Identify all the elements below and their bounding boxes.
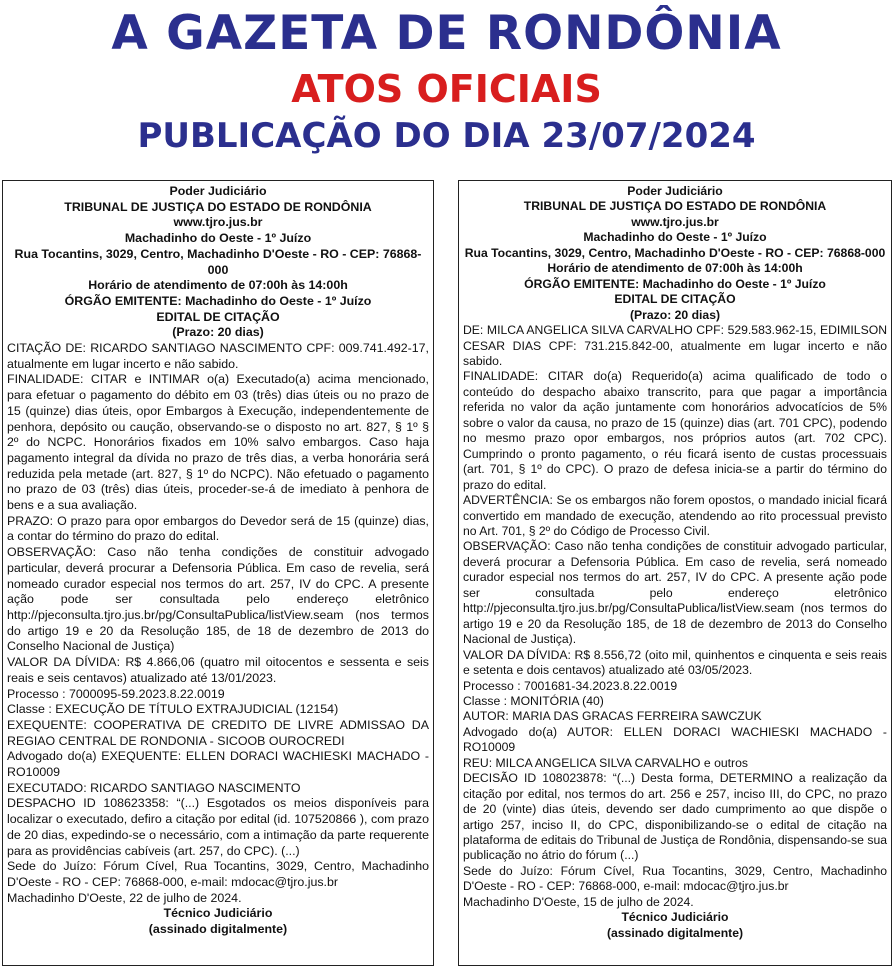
court-name: TRIBUNAL DE JUSTIÇA DO ESTADO DE RONDÔNIA <box>523 199 827 214</box>
paragraph: DESPACHO ID 108623358: “(...) Esgotados os meios disponíveis para localizar o executado, defiro a citação por edital (id. 107520866 ), com prazo de 20 dias, expedindo-se o necessário, com a intimação da parte requerente para as providências cabíveis (art. 257, do CPC). (...) <box>7 796 429 858</box>
paragraph: PRAZO: O prazo para opor embargos do Devedor será de 15 (quinze) dias, a contar do término do prazo do edital. <box>7 513 429 544</box>
court-address: Rua Tocantins, 3029, Centro, Machadinho D'Oeste - RO - CEP: 76868-000 <box>14 246 422 277</box>
paragraph: OBSERVAÇÃO: Caso não tenha condições de constituir advogado particular, deverá procurar a Defensoria Pública. Em caso de revelia, será nomeado curador especial nos termos do art. 257, IV do CPC. A presente ação pode ser consultada pelo endereço eletrônico http://pjeconsulta.tjro.jus.br/pg/ConsultaPublica/listView.seam (nos termos do artigo 19 e 20 da Resolução 185, de 18 de dezembro de 2013 do Conselho Nacional de Justiça). <box>463 539 887 647</box>
paragraph: ADVERTÊNCIA: Se os embargos não forem opostos, o mandado inicial ficará convertido em mandado de execução, atendendo ao rito processual previsto no Art. 701, § 2º do Código de Processo Civil. <box>463 493 887 538</box>
paragraph: FINALIDADE: CITAR do(a) Requerido(a) acima qualificado de todo o conteúdo do despacho abaixo transcrito, para que pagar a importância referida no valor da ação juntamente com honorários advocatícios de 5% sobre o valor da causa, no prazo de 15 (quinze) dias (art. 701 CPC), podendo no mesmo prazo opor embargos, nos próprios autos (art. 702 CPC). Cumprindo o pronto pagamento, o réu ficará isento de custas processuais (art. 701, § 1º do CPC). O prazo de defesa inicia-se a partir do término do prazo do edital. <box>463 369 887 492</box>
paragraph: Classe : MONITÓRIA (40) <box>463 693 604 708</box>
paragraph: Machadinho D'Oeste, 15 de julho de 2024. <box>463 894 694 909</box>
court-unit: Machadinho do Oeste - 1º Juízo <box>124 231 312 246</box>
court-name: TRIBUNAL DE JUSTIÇA DO ESTADO DE RONDÔNIA <box>64 199 372 214</box>
paragraph: VALOR DA DÍVIDA: R$ 8.556,72 (oito mil, quinhentos e cinquenta e seis reais e setenta e dois centavos) atualizado até 03/05/2023. <box>463 647 887 678</box>
paragraph: EXECUTADO: RICARDO SANTIAGO NASCIMENTO <box>7 780 301 795</box>
publication-date: PUBLICAÇÃO DO DIA 23/07/2024 <box>137 116 756 156</box>
paragraph: Machadinho D'Oeste, 22 de julho de 2024. <box>7 890 242 905</box>
paragraph: AUTOR: MARIA DAS GRACAS FERREIRA SAWCZUK <box>463 709 762 724</box>
court-hours: Horário de atendimento de 07:00h às 14:00h <box>88 278 348 293</box>
notice-deadline: (Prazo: 20 dias) <box>172 325 264 340</box>
paragraph: Advogado do(a) AUTOR: ELLEN DORACI WACHIESKI MACHADO - RO10009 <box>463 724 887 755</box>
paragraph: REU: MILCA ANGELICA SILVA CARVALHO e outros <box>463 755 748 770</box>
notice-title: EDITAL DE CITAÇÃO <box>614 292 736 307</box>
paragraph: Sede do Juízo: Fórum Cível, Rua Tocantins, 3029, Centro, Machadinho D'Oeste - RO - CEP: 76868-000, e-mail: mdocac@tjro.jus.br <box>463 863 887 894</box>
court-address: Rua Tocantins, 3029, Centro, Machadinho D'Oeste - RO - CEP: 76868-000 <box>464 245 886 260</box>
court-branch: Poder Judiciário <box>169 184 267 198</box>
paragraph: Processo : 7000095-59.2023.8.22.0019 <box>7 686 225 701</box>
signature-note: (assinado digitalmente) <box>148 922 288 937</box>
paragraph: DE: MILCA ANGELICA SILVA CARVALHO CPF: 529.583.962-15, EDIMILSON CESAR DIAS CPF: 731.215.842-00, atualmente em lugar incerto e não sabido. <box>463 323 887 368</box>
paragraph: Processo : 7001681-34.2023.8.22.0019 <box>463 678 678 693</box>
paragraph: Advogado do(a) EXEQUENTE: ELLEN DORACI WACHIESKI MACHADO - RO10009 <box>7 749 429 780</box>
court-website: www.tjro.jus.br <box>173 215 263 230</box>
notice-left <box>2 180 434 966</box>
court-hours: Horário de atendimento de 07:00h às 14:00h <box>547 261 803 276</box>
paragraph: VALOR DA DÍVIDA: R$ 4.866,06 (quatro mil oitocentos e sessenta e seis reais e seis centavos) atualizado até 13/01/2023. <box>7 655 429 685</box>
issuing-body: ÓRGÃO EMITENTE: Machadinho do Oeste - 1º Juízo <box>524 276 826 291</box>
court-branch: Poder Judiciário <box>627 184 723 198</box>
newspaper-title: A GAZETA DE RONDÔNIA <box>111 6 782 61</box>
paragraph: DECISÃO ID 108023878: “(...) Desta forma, DETERMINO a realização da citação por edital, nos termos do art. 256 e 257, inciso III, do CPC, no prazo de 20 (vinte) dias úteis, devendo ser dado cumprimento ao que dispõe o artigo 257, inciso II, do CPC, disponibilizando-se o edital de citação na plataforma de editais do Tribunal de Justiça de Rondônia, dispensando-se sua publicação no átrio do fórum (...) <box>463 771 887 863</box>
notice-title: EDITAL DE CITAÇÃO <box>156 309 280 324</box>
notice-deadline: (Prazo: 20 dias) <box>629 307 721 322</box>
signature-role: Técnico Judiciário <box>621 910 729 925</box>
paragraph: EXEQUENTE: COOPERATIVA DE CREDITO DE LIVRE ADMISSAO DA REGIAO CENTRAL DE RONDONIA - SICOOB OUROCREDI <box>7 717 429 748</box>
paragraph: Sede do Juízo: Fórum Cível, Rua Tocantins, 3029, Centro, Machadinho D'Oeste - RO - CEP: 76868-000, e-mail: mdocac@tjro.jus.br <box>7 859 429 889</box>
paragraph: Classe : EXECUÇÃO DE TÍTULO EXTRAJUDICIAL (12154) <box>7 702 339 717</box>
paragraph: FINALIDADE: CITAR e INTIMAR o(a) Executado(a) acima mencionado, para efetuar o pagamento do débito em 03 (três) dias úteis ou no prazo de 15 (quinze) dias úteis, opor Embargos à Execução, independentemente de penhora, depósito ou caução, observando-se o disposto no art. 827, § 1º § 2º do NCPC. Honorários fixados em 10% salvo embargos. Caso haja pagamento integral da dívida no prazo de três dias, a verba honorária será reduzida pela metade (art. 827, § 1º do NCPC). Não efetuado o pagamento no prazo de 03 (três) dias úteis, proceder-se-á de imediato à penhora de bens e a sua avaliação. <box>7 372 429 513</box>
signature-role: Técnico Judiciário <box>163 906 273 921</box>
notice-right <box>458 180 892 966</box>
paragraph: CITAÇÃO DE: RICARDO SANTIAGO NASCIMENTO CPF: 009.741.492-17, atualmente em lugar incerto e não sabido. <box>7 341 429 371</box>
court-unit: Machadinho do Oeste - 1º Juízo <box>583 230 767 245</box>
court-website: www.tjro.jus.br <box>631 214 719 229</box>
issuing-body: ÓRGÃO EMITENTE: Machadinho do Oeste - 1º Juízo <box>64 293 372 308</box>
signature-note: (assinado digitalmente) <box>606 925 744 940</box>
paragraph: OBSERVAÇÃO: Caso não tenha condições de constituir advogado particular, deverá procurar a Defensoria Pública. Em caso de revelia, será nomeado curador especial nos termos do art. 257, IV do CPC. A presente ação pode ser consultada pelo endereço eletrônico http://pjeconsulta.tjro.jus.br/pg/ConsultaPublica/listView.seam (nos termos do artigo 19 e 20 da Resolução 185, de 18 de dezembro de 2013 do Conselho Nacional de Justiça) <box>7 545 429 654</box>
section-subtitle: ATOS OFICIAIS <box>291 67 602 111</box>
